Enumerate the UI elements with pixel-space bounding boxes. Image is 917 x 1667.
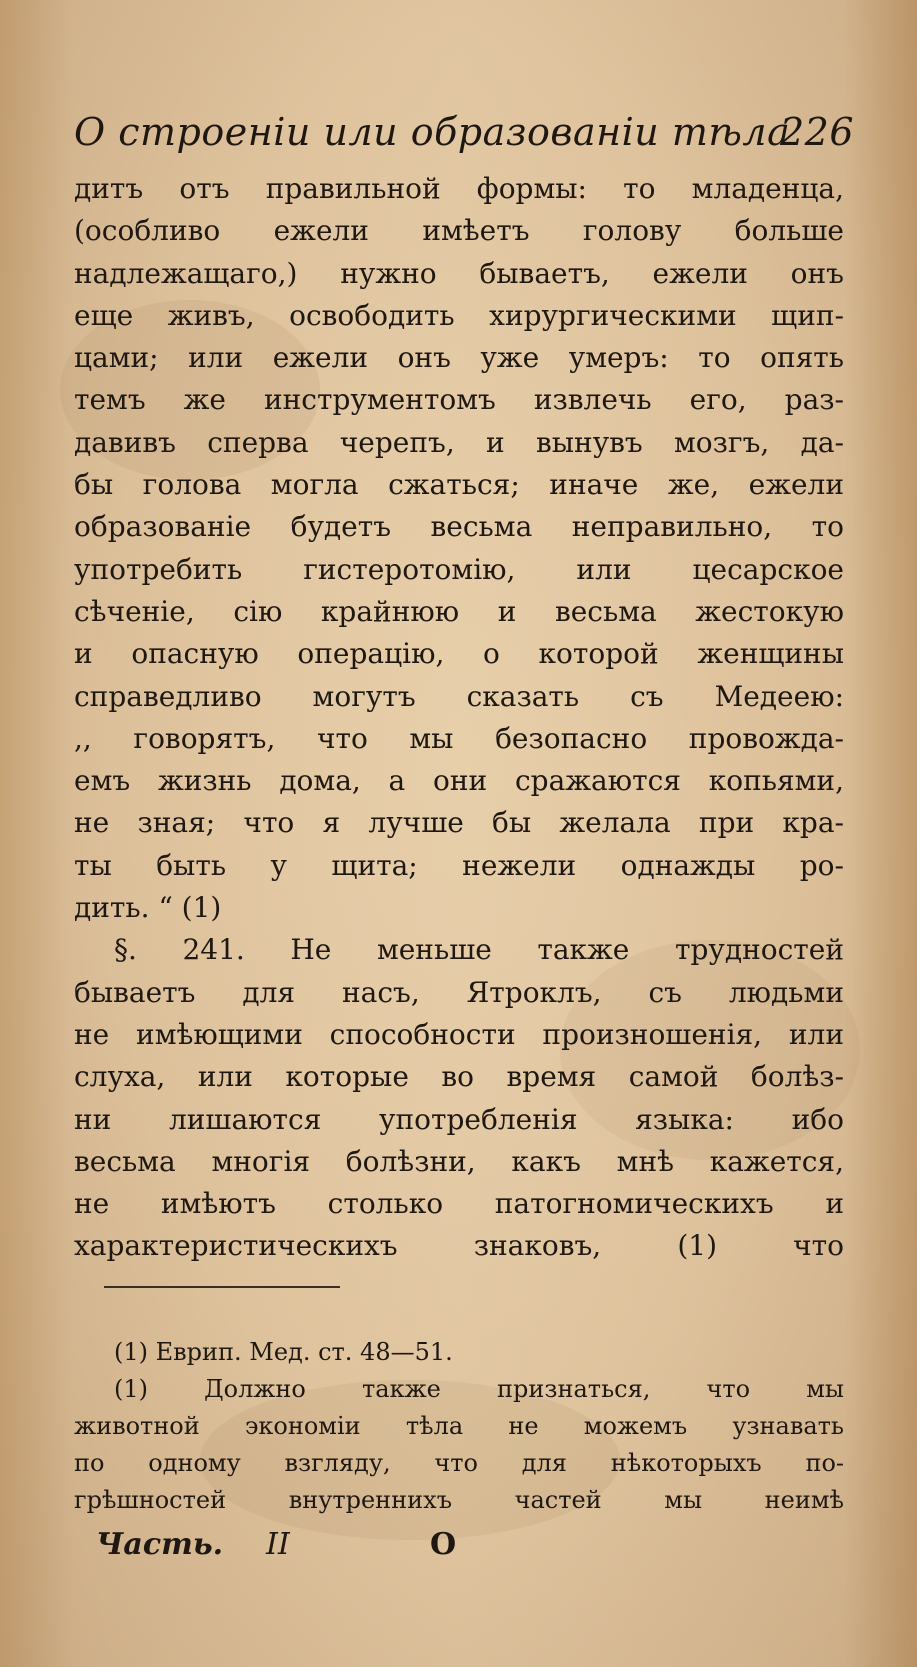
signature-line [96, 1520, 596, 1570]
text-line: характеристическихъ знаковъ, (1) что [74, 1229, 844, 1263]
text-line: и опасную операцію, о которой женщины [74, 637, 844, 671]
page-number: 226 [779, 110, 854, 154]
body-text [74, 168, 844, 1268]
signature-mark: О [430, 1527, 457, 1562]
text-line: емъ жизнь дома, а они сражаются копьями, [74, 764, 844, 798]
text-line: цами; или ежели онъ уже умеръ: то опять [74, 341, 844, 375]
running-title: О строеніи или образованіи тѣла [74, 110, 791, 154]
volume-number: II [266, 1527, 290, 1562]
footnote-rule [104, 1286, 340, 1288]
text-line: не зная; что я лучше бы желала при кра- [74, 806, 844, 840]
text-line: еще живъ, освободить хирургическими щип- [74, 298, 844, 332]
footnotes [74, 1334, 844, 1519]
text-line: слуха, или которые во время самой болѣз- [74, 1060, 844, 1094]
text-line: дитъ отъ правильной формы: то младенца, [74, 172, 844, 205]
footnote-line: (1) Еврип. Мед. ст. 48—51. [114, 1338, 453, 1366]
text-line: употребить гистеротомію, или цесарское [74, 552, 844, 586]
text-line: ни лишаются употребленія языка: ибо [74, 1102, 844, 1136]
running-header [74, 100, 854, 164]
part-label: Часть. [96, 1527, 224, 1562]
text-line: давивъ сперва черепъ, и вынувъ мозгъ, да- [74, 425, 844, 459]
text-line: весьма многія болѣзни, какъ мнѣ кажется, [74, 1144, 844, 1178]
text-line: (особливо ежели имѣетъ голову больше [74, 214, 844, 248]
text-line: ты быть у щита; нежели однажды ро- [74, 848, 844, 882]
text-line: бываетъ для насъ, Ятроклъ, съ людьми [74, 975, 844, 1009]
paragraph-end-line: дить. “ (1) [74, 891, 222, 925]
text-line: темъ же инструментомъ извлечь его, раз- [74, 383, 844, 417]
text-line: не имѣютъ столько патогномическихъ и [74, 1187, 844, 1221]
text-line: надлежащаго,) нужно бываетъ, ежели онъ [74, 256, 844, 290]
section-start-line: §. 241. Не меньше также трудностей [114, 933, 844, 967]
text-line: не имѣющими способности произношенія, или [74, 1017, 844, 1051]
text-line: ,, говорятъ, что мы безопасно провожда- [74, 721, 844, 755]
footnote-line: животной экономіи тѣла не можемъ узнавать [74, 1412, 844, 1440]
footnote-line: (1) Должно также признаться, что мы [114, 1375, 844, 1403]
text-line: бы голова могла сжаться; иначе же, ежели [74, 468, 844, 502]
text-line: справедливо могутъ сказать съ Медеею: [74, 679, 844, 713]
footnote-line: по одному взгляду, что для нѣкоторыхъ по- [74, 1449, 844, 1477]
text-line: образованіе будетъ весьма неправильно, то [74, 510, 844, 544]
footnote-line: грѣшностей внутреннихъ частей мы неимѣ [74, 1486, 844, 1514]
text-line: сѣченіе, сію крайнюю и весьма жестокую [74, 594, 844, 628]
